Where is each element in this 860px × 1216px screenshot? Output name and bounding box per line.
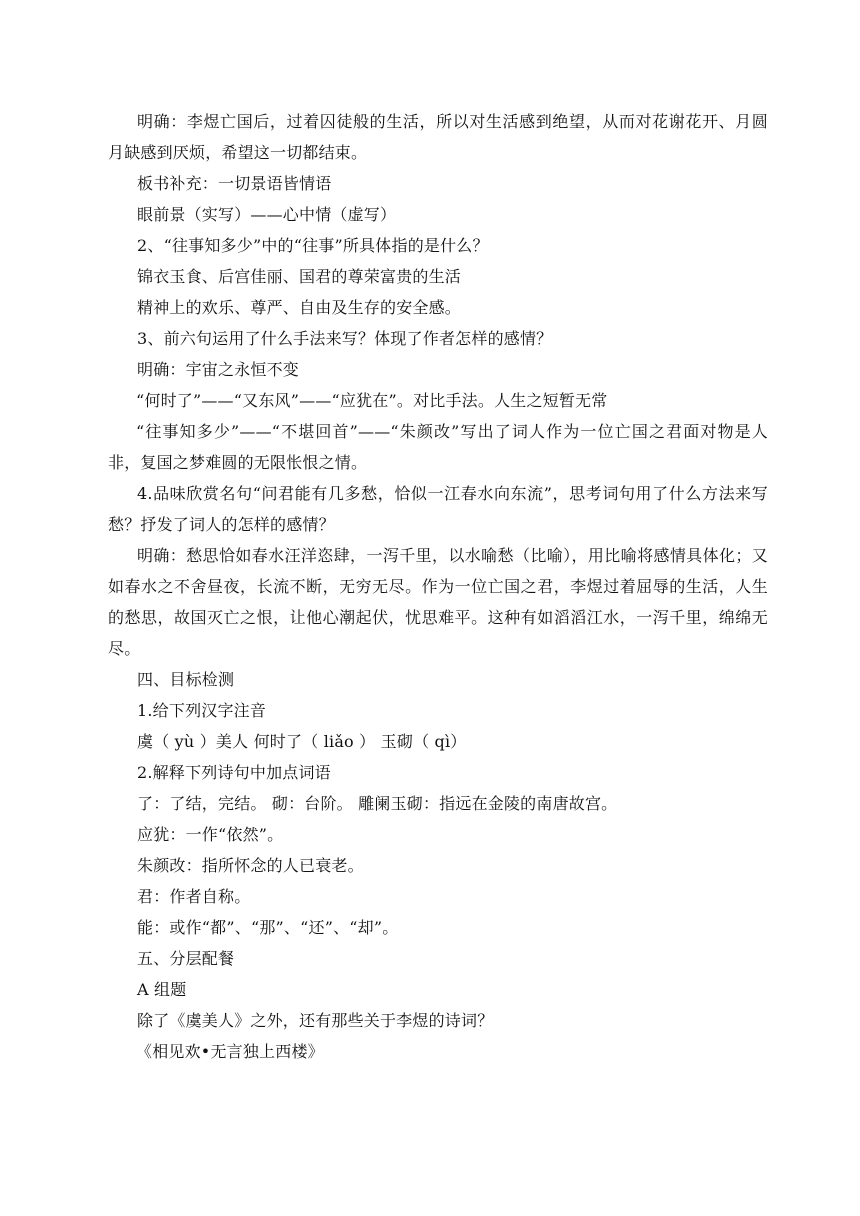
answer-4-paragraph: 明确：愁思恰如春水汪洋恣肆，一泻千里，以水喻愁（比喻），用比喻将感情具体化；又如春水之不舍昼夜，长流不断，无穷无尽。作为一位亡国之君，李煜过着屈辱的生活，人生的愁思，故国灭亡之恨，让他心潮起伏，忧思难平。这种有如滔滔江水，一泻千里，绵绵无尽。 [108,546,768,658]
document-body [108,106,768,1067]
answer-paragraph-1: 明确：李煜亡国后，过着囚徒般的生活，所以对生活感到绝望，从而对花谢花开、月圆月缺感到厌烦，希望这一切都结束。 [108,112,768,162]
question-3: 3、前六句运用了什么手法来写？体现了作者怎样的感情？ [137,329,553,348]
answer-3-line-1: 明确：宇宙之永恒不变 [137,360,300,379]
exercise-1-line: 虞（ yù ）美人 何时了（ liǎo ） 玉砌（ qì） [137,732,467,751]
section-heading-4: 四、目标检测 [137,670,235,689]
board-note-line: 板书补充：一切景语皆情语 [137,174,332,193]
answer-2-line-2: 精神上的欢乐、尊严、自由及生存的安全感。 [137,298,462,317]
poem-title-line: 《相见欢•无言独上西楼》 [136,1042,324,1061]
group-a-question: 除了《虞美人》之外，还有那些关于李煜的诗词？ [137,1011,494,1030]
answer-2-line-1: 锦衣玉食、后宫佳丽、国君的尊荣富贵的生活 [137,267,462,286]
scene-emotion-line: 眼前景（实写）——心中情（虚写） [137,205,397,224]
group-a-title: A 组题 [137,980,187,999]
answer-3-line-2: “何时了”——“又东风”——“应犹在”。对比手法。人生之短暂无常 [136,391,608,410]
definition-line-4: 君：作者自称。 [137,887,251,906]
exercise-2-title: 2.解释下列诗句中加点词语 [137,763,331,782]
definition-line-2: 应犹：一作“依然”。 [137,825,284,844]
exercise-1-title: 1.给下列汉字注音 [137,701,267,720]
definition-line-1: 了：了结，完结。 砌：台阶。 雕阑玉砌：指远在金陵的南唐故宫。 [137,794,618,813]
section-heading-5: 五、分层配餐 [137,949,235,968]
answer-3-paragraph: “往事知多少”——“不堪回首”——“朱颜改”写出了词人作为一位亡国之君面对物是人非，复国之梦难圆的无限怅恨之情。 [108,422,768,472]
question-4: 4.品味欣赏名句“问君能有几多愁，恰似一江春水向东流”，思考词句用了什么方法来写愁？抒发了词人的怎样的感情？ [108,484,768,534]
definition-line-5: 能：或作“都”、“那”、“还”、“却”。 [137,918,399,937]
definition-line-3: 朱颜改：指所怀念的人已衰老。 [137,856,364,875]
question-2: 2、“往事知多少”中的“往事”所具体指的是什么？ [137,236,489,255]
